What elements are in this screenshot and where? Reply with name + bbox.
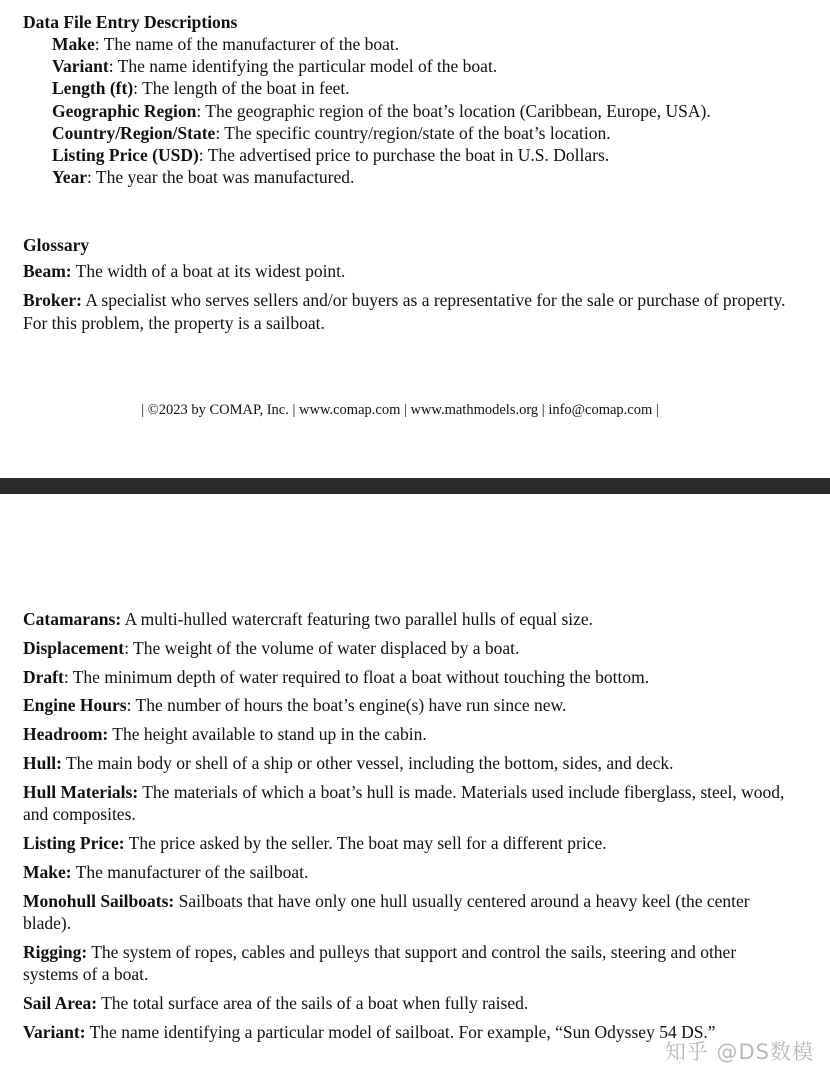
- entry-text: The name identifying the particular model of the boat.: [117, 56, 498, 77]
- glossary-text: The total surface area of the sails of a boat when fully raised.: [97, 993, 529, 1014]
- entry-term: Geographic Region: [52, 100, 197, 121]
- glossary-item: [23, 781, 793, 826]
- entry-item: [52, 166, 752, 188]
- page-top: [0, 0, 830, 478]
- entry-term: Make: [52, 34, 95, 54]
- entry-term: Length (ft): [52, 78, 134, 99]
- entry-sep: :: [133, 78, 143, 99]
- glossary-item: [23, 666, 793, 689]
- entry-sep: :: [94, 34, 104, 54]
- glossary-term: Beam:: [23, 261, 72, 281]
- glossary-text: The manufacturer of the sailboat.: [71, 861, 309, 882]
- entry-item: [52, 144, 752, 166]
- page-bottom: [0, 494, 830, 1084]
- section-title: Data File Entry Descriptions: [23, 12, 238, 32]
- glossary-term: Listing Price:: [23, 833, 125, 854]
- glossary-term: Monohull Sailboats:: [23, 890, 175, 911]
- glossary-item: [23, 608, 793, 631]
- entry-text: The geographic region of the boat’s location (Caribbean, Europe, USA).: [205, 100, 711, 121]
- glossary-item: [23, 637, 793, 660]
- entry-item: [52, 55, 752, 77]
- glossary-text: Sailboats that have only one hull usually centered around a heavy keel (the center blade).: [23, 890, 750, 934]
- glossary-text: The name identifying a particular model of sailboat. For example, “Sun Odyssey 54 DS.”: [85, 1022, 716, 1043]
- glossary-term: Headroom:: [23, 724, 109, 745]
- glossary-term: Rigging:: [23, 941, 88, 962]
- glossary-text: A multi-hulled watercraft featuring two parallel hulls of equal size.: [121, 609, 594, 629]
- entry-item: [52, 77, 752, 99]
- glossary-item: [23, 260, 793, 283]
- glossary-term: Make:: [23, 861, 72, 882]
- entry-sep: :: [108, 56, 118, 77]
- entry-sep: :: [215, 122, 225, 143]
- glossary-term: Displacement: [23, 637, 125, 658]
- glossary-text: The system of ropes, cables and pulleys that support and control the sails, steering and other systems of a boat.: [23, 941, 737, 985]
- glossary-item: [23, 832, 793, 855]
- glossary-term: Hull Materials:: [23, 781, 139, 802]
- glossary-term: Engine Hours: [23, 695, 127, 716]
- entry-item: [52, 33, 752, 55]
- entry-sep: :: [196, 100, 206, 121]
- entry-term: Variant: [52, 56, 109, 77]
- glossary-text: The width of a boat at its widest point.: [71, 261, 346, 281]
- glossary-list-top: [23, 260, 793, 341]
- watermark: 知乎 @DS数模: [664, 1040, 814, 1064]
- glossary-item: [23, 289, 793, 335]
- entry-list: [52, 33, 752, 188]
- entry-text: The year the boat was manufactured.: [95, 167, 355, 188]
- entry-term: Listing Price (USD): [52, 145, 199, 166]
- glossary-text: The price asked by the seller. The boat may sell for a different price.: [124, 833, 607, 854]
- glossary-term: Broker:: [23, 290, 82, 310]
- glossary-text: The materials of which a boat’s hull is made. Materials used include fiberglass, steel, wood, and composites.: [23, 781, 785, 825]
- glossary-term: Draft: [23, 666, 64, 687]
- entry-sep: :: [86, 167, 96, 188]
- page-divider: [0, 478, 830, 494]
- entry-text: The advertised price to purchase the boat in U.S. Dollars.: [207, 145, 610, 166]
- glossary-item: [23, 752, 793, 775]
- glossary-term: Catamarans:: [23, 609, 122, 629]
- glossary-term: Variant:: [23, 1022, 86, 1043]
- entry-term: Country/Region/State: [52, 122, 216, 143]
- entry-text: The length of the boat in feet.: [142, 78, 350, 99]
- glossary-text: : The number of hours the boat’s engine(s) have run since new.: [126, 695, 567, 716]
- glossary-item: [23, 941, 793, 986]
- glossary-item: [23, 992, 793, 1015]
- entry-text: The name of the manufacturer of the boat.: [103, 34, 400, 54]
- entry-item: [52, 100, 752, 122]
- glossary-item: [23, 723, 793, 746]
- entry-item: [52, 122, 752, 144]
- glossary-item: [23, 861, 793, 884]
- glossary-title: Glossary: [23, 235, 90, 255]
- page-footer: | ©2023 by COMAP, Inc. | www.comap.com | www.mathmodels.org | info@comap.com |: [141, 402, 659, 418]
- glossary-text: : The weight of the volume of water displaced by a boat.: [124, 637, 520, 658]
- glossary-term: Hull:: [23, 752, 62, 773]
- entry-term: Year: [52, 167, 87, 188]
- entry-sep: :: [198, 145, 208, 166]
- glossary-term: Sail Area:: [23, 993, 98, 1014]
- entry-text: The specific country/region/state of the boat’s location.: [224, 122, 611, 143]
- glossary-item: [23, 890, 793, 935]
- glossary-text: A specialist who serves sellers and/or buyers as a representative for the sale or purchase of property. For this problem, the property is a sailboat.: [23, 290, 786, 333]
- glossary-item: [23, 694, 793, 717]
- glossary-list-bottom: [23, 608, 793, 1050]
- glossary-text: : The minimum depth of water required to float a boat without touching the bottom.: [63, 666, 650, 687]
- glossary-text: The main body or shell of a ship or other vessel, including the bottom, sides, and deck.: [61, 752, 674, 773]
- glossary-text: The height available to stand up in the cabin.: [108, 724, 427, 745]
